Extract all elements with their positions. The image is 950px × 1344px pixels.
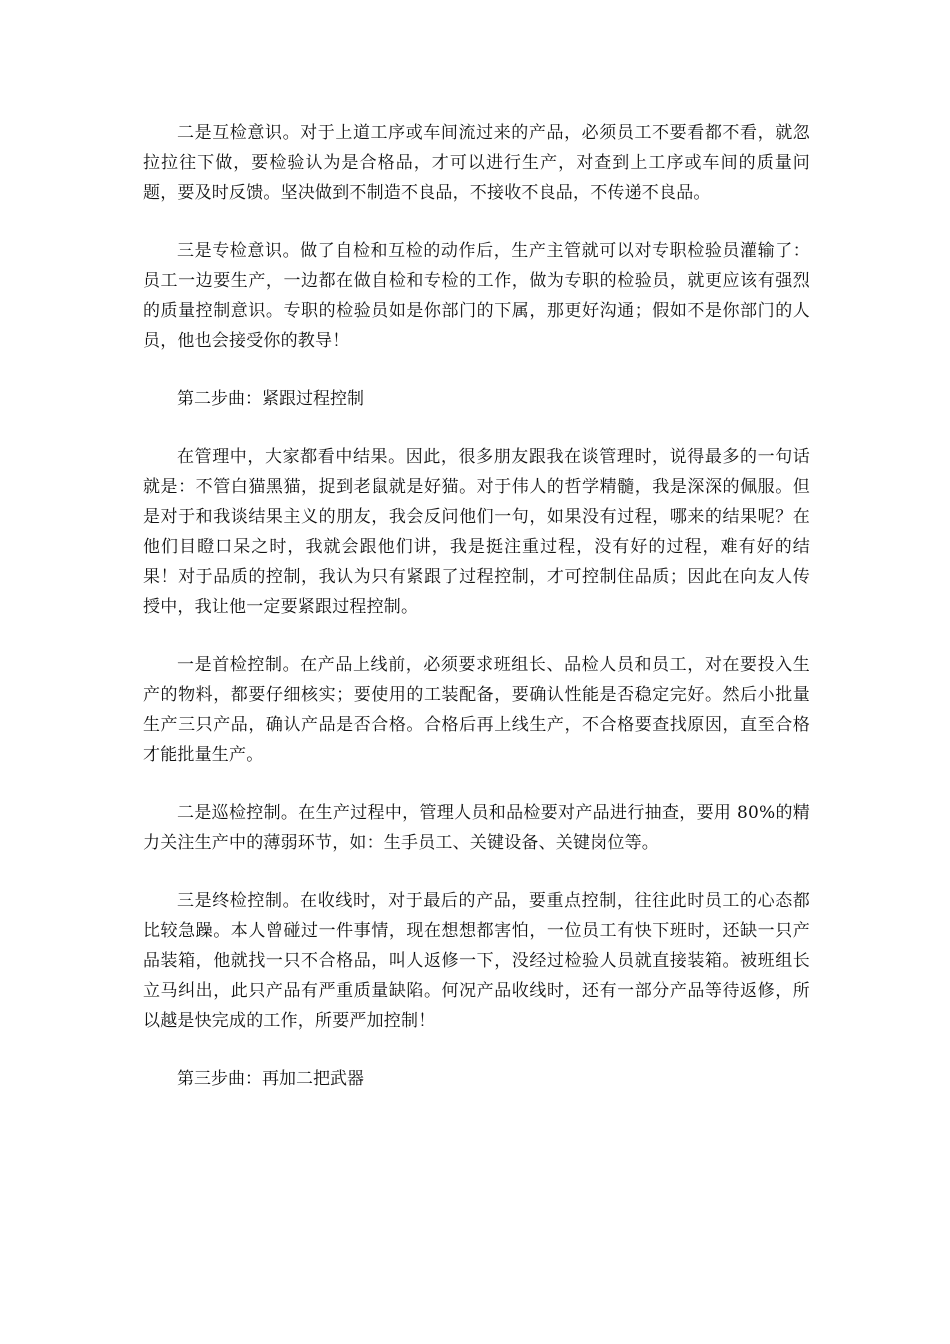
- section-heading-step-three: 第三步曲：再加二把武器: [177, 1069, 364, 1089]
- paragraph-dedicated-inspection: 三是专检意识。做了自检和互检的动作后，生产主管就可以对专职检验员灌输了：员工一边要生产，一边都在做自检和专检的工作，做为专职的检验员，就更应该有强烈的质量控制意识。专职的检验员如是你部门的下属，那更好沟通；假如不是你部门的人员，他也会接受你的教导！: [143, 241, 810, 351]
- paragraph-final-inspection: 三是终检控制。在收线时，对于最后的产品，要重点控制，往往此时员工的心态都比较急躁。本人曾碰过一件事情，现在想想都害怕，一位员工有快下班时，还缺一只产品装箱，他就找一只不合格品，叫人返修一下，没经过检验人员就直接装箱。被班组长立马纠出，此只产品有严重质量缺陷。何况产品收线时，还有一部分产品等待返修，所以越是快完成的工作，所要严加控制！: [143, 891, 810, 1031]
- section-heading-step-two: 第二步曲：紧跟过程控制: [177, 389, 364, 409]
- paragraph-patrol-inspection: 二是巡检控制。在生产过程中，管理人员和品检要对产品进行抽查，要用 80%的精力关注生产中的薄弱环节，如：生手员工、关键设备、关键岗位等。: [143, 803, 810, 853]
- document-body: [143, 118, 810, 1122]
- paragraph-first-inspection: 一是首检控制。在产品上线前，必须要求班组长、品检人员和员工，对在要投入生产的物料，都要仔细核实；要使用的工装配备，要确认性能是否稳定完好。然后小批量生产三只产品，确认产品是否合格。合格后再上线生产，不合格要查找原因，直至合格才能批量生产。: [143, 655, 810, 765]
- paragraph-mutual-inspection: 二是互检意识。对于上道工序或车间流过来的产品，必须员工不要看都不看，就忽拉拉往下做，要检验认为是合格品，才可以进行生产，对查到上工序或车间的质量问题，要及时反馈。坚决做到不制造不良品，不接收不良品，不传递不良品。: [143, 123, 810, 203]
- paragraph-process-control-intro: 在管理中，大家都看中结果。因此，很多朋友跟我在谈管理时，说得最多的一句话就是：不管白猫黑猫，捉到老鼠就是好猫。对于伟人的哲学精髓，我是深深的佩服。但是对于和我谈结果主义的朋友，我会反问他们一句，如果没有过程，哪来的结果呢？在他们目瞪口呆之时，我就会跟他们讲，我是挺注重过程，没有好的过程，难有好的结果！对于品质的控制，我认为只有紧跟了过程控制，才可控制住品质；因此在向友人传授中，我让他一定要紧跟过程控制。: [143, 447, 810, 617]
